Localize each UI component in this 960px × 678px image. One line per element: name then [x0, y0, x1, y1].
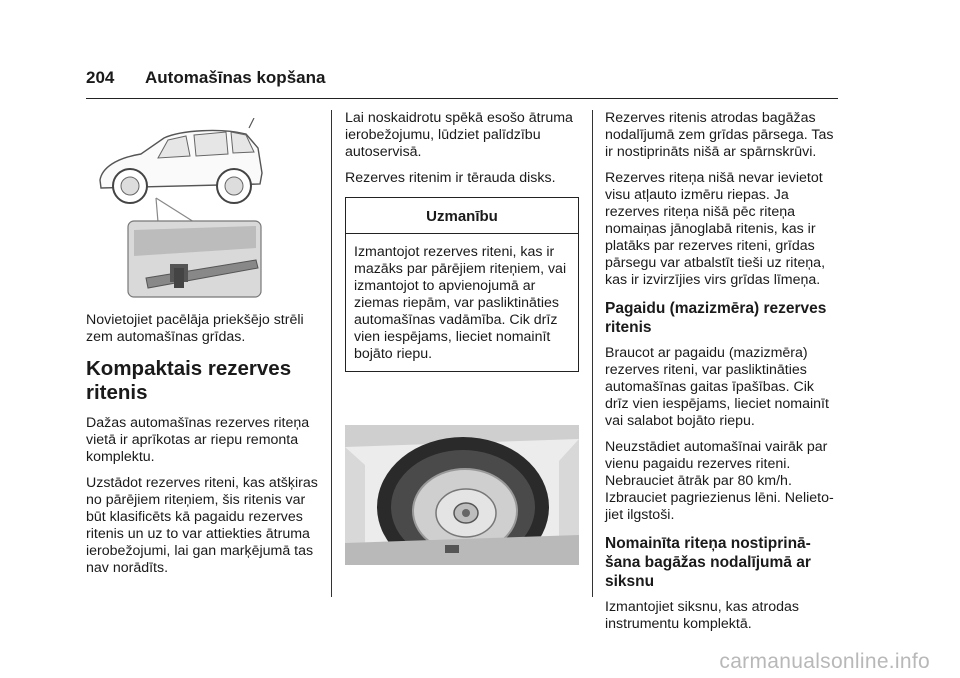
warning-title: Uzmanību [346, 198, 578, 234]
watermark: carmanualsonline.info [719, 650, 930, 673]
paragraph: Dažas automašīnas rezerves riteņa vietā ir aprīkotas ar riepu remonta komplektu. [86, 415, 310, 465]
column-2 [345, 110, 579, 565]
header-rule [86, 98, 838, 99]
section-heading: Kompaktais rezerves ritenis [86, 357, 292, 404]
page-number: 204 [86, 68, 115, 87]
paragraph: Lai noskaidrotu spēkā esošo ātruma ierobežojumu, lūdziet palīdzību autoservisā. [345, 110, 573, 160]
figure-caption: Novietojiet pacēlāja priekšējo strēli zem automašīnas grīdas. [86, 312, 304, 345]
subheading: Pagaidu (mazizmēra) rezerves ritenis [605, 300, 827, 336]
paragraph: Uzstādot rezerves riteni, kas atšķiras no pārējiem riteņiem, šis ritenis var būt klasificēts kā pagaidu rezerves ritenis un uz to var attiekties ātruma ierobežojumi, lai gan marķējumā tas nav norādīts. [86, 475, 318, 576]
column-divider [331, 110, 332, 597]
page-header [86, 68, 838, 102]
column-divider [592, 110, 593, 597]
column-3 [605, 110, 839, 642]
paragraph: Braucot ar pagaidu (mazizmēra) rezerves riteni, var pasliktināties automašīnas gaitas īpašības. Cik drīz vien iespējams, lieciet nomainīt vai salabot bojāto riepu. [605, 345, 829, 429]
warning-box [345, 197, 579, 372]
column-1 [86, 118, 318, 586]
paragraph: Rezerves ritenim ir tērauda disks. [345, 170, 556, 186]
warning-text: Izmantojot rezerves riteni, kas ir mazāks par pārējiem riteņiem, vai izmantojot to apvienojumā ar ziemas riepām, var pasliktināties automašīnas vadāmība. Cik drīz vien iespējams, lieciet nomainīt bojāto riepu. [354, 244, 567, 362]
car-jack-illustration [86, 118, 318, 300]
paragraph: Izmantojiet siksnu, kas atrodas instrumentu komplektā. [605, 599, 799, 632]
paragraph: Rezerves riteņa nišā nevar ievietot visu atļauto izmēru riepas. Ja rezerves riteņa nišā pēc riteņa nomaiņas jānoglabā ritenis, kas ir platāks par rezerves riteni, grīdas pārsegu var atbalstīt tieši uz riteņa, kas ir izvirzījies virs grīdas līmeņa. [605, 170, 826, 288]
paragraph: Rezerves ritenis atrodas bagāžas nodalījumā zem grīdas pārsega. Tas ir nostiprināts nišā ar spārnskrūvi. [605, 110, 834, 160]
subheading: Nomainīta riteņa nostiprināšana bagāžas nodalījumā ar siksnu [605, 535, 811, 590]
spare-wheel-photo [345, 425, 579, 565]
chapter-title: Automašīnas kopšana [145, 68, 326, 87]
paragraph: Neuzstādiet automašīnai vairāk par vienu pagaidu rezerves riteni. Nebrauciet ātrāk par 80 km/h. Izbrauciet pagriezienus lēni. Nelietojiet ilgstoši. [605, 439, 834, 523]
